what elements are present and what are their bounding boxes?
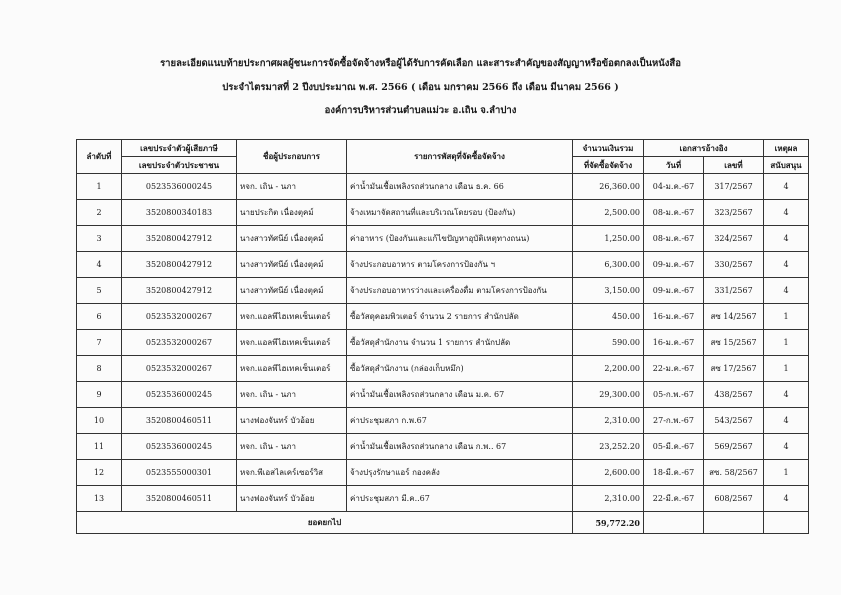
cell-taxid: 3520800427912 (122, 278, 237, 304)
cell-number: สซ 15/2567 (704, 330, 764, 356)
cell-amount: 6,300.00 (573, 252, 644, 278)
cell-amount: 1,250.00 (573, 226, 644, 252)
cell-date: 22-ม.ค.-67 (644, 356, 704, 382)
cell-seq: 1 (77, 174, 122, 200)
cell-taxid: 0523536000245 (122, 434, 237, 460)
cell-taxid: 3520800340183 (122, 200, 237, 226)
cell-number: 608/2567 (704, 486, 764, 512)
cell-date: 05-ก.พ.-67 (644, 382, 704, 408)
cell-vendor: หจก. เถิน - นภา (237, 174, 347, 200)
cell-amount: 2,600.00 (573, 460, 644, 486)
cell-number: สซ 14/2567 (704, 304, 764, 330)
total-row (77, 512, 809, 534)
cell-taxid: 0523532000267 (122, 330, 237, 356)
header-amount: จำนวนเงินรวม (573, 140, 644, 157)
cell-amount: 3,150.00 (573, 278, 644, 304)
cell-amount: 2,500.00 (573, 200, 644, 226)
header-item: รายการพัสดุที่จัดซื้อจัดจ้าง (347, 140, 573, 174)
cell-date: 09-ม.ค.-67 (644, 278, 704, 304)
table-row (77, 382, 809, 408)
cell-vendor: หจก. เถิน - นภา (237, 382, 347, 408)
cell-number: 324/2567 (704, 226, 764, 252)
cell-reason: 4 (764, 434, 809, 460)
cell-date: 05-มี.ค.-67 (644, 434, 704, 460)
total-empty-reason (764, 512, 809, 534)
total-empty-date (644, 512, 704, 534)
header-taxid: เลขประจำตัวผู้เสียภาษี (122, 140, 237, 157)
cell-taxid: 3520800427912 (122, 252, 237, 278)
cell-date: 22-มี.ค.-67 (644, 486, 704, 512)
header-reason-sub: สนับสนุน (764, 157, 809, 174)
table-row (77, 200, 809, 226)
cell-amount: 2,200.00 (573, 356, 644, 382)
cell-item: ค่าน้ำมันเชื้อเพลิงรถส่วนกลาง เดือน ก.พ.. 67 (347, 434, 573, 460)
cell-item: จ้างประกอบอาหารว่างและเครื่องดื่ม ตามโครงการป้องกัน (347, 278, 573, 304)
cell-reason: 4 (764, 486, 809, 512)
cell-vendor: นางฟองจันทร์ บัวอ้อย (237, 408, 347, 434)
cell-amount: 26,360.00 (573, 174, 644, 200)
header-citizen-id: เลขประจำตัวประชาชน (122, 157, 237, 174)
header-vendor: ชื่อผู้ประกอบการ (237, 140, 347, 174)
cell-reason: 1 (764, 460, 809, 486)
cell-seq: 5 (77, 278, 122, 304)
cell-vendor: หจก.แอลพีไฮเทคเซ็นเตอร์ (237, 356, 347, 382)
cell-seq: 4 (77, 252, 122, 278)
cell-vendor: นายประกิต เนื่องตุคม์ (237, 200, 347, 226)
cell-amount: 2,310.00 (573, 408, 644, 434)
cell-item: ค่าน้ำมันเชื้อเพลิงรถส่วนกลาง เดือน ธ.ค. 66 (347, 174, 573, 200)
cell-seq: 10 (77, 408, 122, 434)
cell-item: ค่าประชุมสภา มี.ค..67 (347, 486, 573, 512)
header-date: วันที่ (644, 157, 704, 174)
total-empty-number (704, 512, 764, 534)
cell-vendor: หจก. เถิน - นภา (237, 434, 347, 460)
table-row (77, 486, 809, 512)
cell-vendor: หจก.พีเอสไลเคร์เซอร์วิส (237, 460, 347, 486)
cell-seq: 12 (77, 460, 122, 486)
document-title-line-1: รายละเอียดแนบท้ายประกาศผลผู้ชนะการจัดซื้อจัดจ้างหรือผู้ได้รับการคัดเลือก และสาระสำคัญของสัญญาหรือข้อตกลงเป็นหนังสือ (160, 58, 681, 69)
cell-item: จ้างเหมาจัดสถานที่และบริเวณโดยรอบ (ป้องกัน) (347, 200, 573, 226)
cell-seq: 7 (77, 330, 122, 356)
cell-taxid: 3520800460511 (122, 408, 237, 434)
cell-taxid: 0523536000245 (122, 382, 237, 408)
cell-item: จ้างประกอบอาหาร ตามโครงการป้องกัน ฯ (347, 252, 573, 278)
cell-vendor: หจก.แอลพีไฮเทคเซ็นเตอร์ (237, 330, 347, 356)
cell-item: ซื้อวัสดุสำนักงาน จำนวน 1 รายการ สำนักปลัด (347, 330, 573, 356)
cell-number: 438/2567 (704, 382, 764, 408)
cell-date: 18-มี.ค.-67 (644, 460, 704, 486)
cell-taxid: 0523536000245 (122, 174, 237, 200)
cell-number: 330/2567 (704, 252, 764, 278)
cell-number: สซ. 58/2567 (704, 460, 764, 486)
cell-reason: 4 (764, 278, 809, 304)
cell-item: ซื้อวัสดุสำนักงาน (กล่องเก็บหมึก) (347, 356, 573, 382)
cell-taxid: 3520800460511 (122, 486, 237, 512)
table-row (77, 356, 809, 382)
cell-item: ซื้อวัสดุคอมพิวเตอร์ จำนวน 2 รายการ สำนักปลัด (347, 304, 573, 330)
cell-date: 16-ม.ค.-67 (644, 304, 704, 330)
table-row (77, 330, 809, 356)
cell-taxid: 0523555000301 (122, 460, 237, 486)
cell-reason: 4 (764, 408, 809, 434)
table-row (77, 226, 809, 252)
cell-vendor: หจก.แอลพีไฮเทคเซ็นเตอร์ (237, 304, 347, 330)
cell-reason: 4 (764, 200, 809, 226)
document-title-line-3: องค์การบริหารส่วนตำบลแม่วะ อ.เถิน จ.ลำปาง (324, 105, 517, 116)
cell-number: 317/2567 (704, 174, 764, 200)
cell-date: 04-ม.ค.-67 (644, 174, 704, 200)
cell-number: 323/2567 (704, 200, 764, 226)
cell-taxid: 0523532000267 (122, 304, 237, 330)
cell-reason: 4 (764, 226, 809, 252)
header-seq: ลำดับที่ (77, 140, 122, 174)
cell-amount: 29,300.00 (573, 382, 644, 408)
cell-vendor: นางฟองจันทร์ บัวอ้อย (237, 486, 347, 512)
cell-seq: 9 (77, 382, 122, 408)
cell-reason: 1 (764, 304, 809, 330)
cell-date: 27-ก.พ.-67 (644, 408, 704, 434)
cell-date: 16-ม.ค.-67 (644, 330, 704, 356)
document-title-line-2: ประจำไตรมาสที่ 2 ปีงบประมาณ พ.ศ. 2566 ( เดือน มกราคม 2566 ถึง เดือน มีนาคม 2566 ) (222, 82, 619, 93)
cell-seq: 6 (77, 304, 122, 330)
cell-amount: 23,252.20 (573, 434, 644, 460)
table-row (77, 278, 809, 304)
total-label: ยอดยกไป (77, 512, 573, 534)
cell-reason: 1 (764, 356, 809, 382)
cell-item: ค่าอาหาร (ป้องกันและแก้ไขปัญหาอุบัติเหตุทางถนน) (347, 226, 573, 252)
table-row (77, 304, 809, 330)
cell-seq: 13 (77, 486, 122, 512)
cell-amount: 590.00 (573, 330, 644, 356)
header-reason: เหตุผล (764, 140, 809, 157)
total-amount: 59,772.20 (573, 512, 644, 534)
cell-date: 08-ม.ค.-67 (644, 200, 704, 226)
cell-taxid: 0523532000267 (122, 356, 237, 382)
cell-seq: 2 (77, 200, 122, 226)
cell-amount: 450.00 (573, 304, 644, 330)
cell-number: 569/2567 (704, 434, 764, 460)
cell-item: ค่าน้ำมันเชื้อเพลิงรถส่วนกลาง เดือน ม.ค. 67 (347, 382, 573, 408)
table-row (77, 460, 809, 486)
header-number: เลขที่ (704, 157, 764, 174)
table-row (77, 434, 809, 460)
procurement-table (76, 139, 809, 534)
cell-reason: 1 (764, 330, 809, 356)
cell-item: ค่าประชุมสภา ก.พ.67 (347, 408, 573, 434)
cell-vendor: นางสาวทัศนีย์ เนื่องตุคม์ (237, 252, 347, 278)
cell-vendor: นางสาวทัศนีย์ เนื่องตุคม์ (237, 226, 347, 252)
table-row (77, 252, 809, 278)
cell-taxid: 3520800427912 (122, 226, 237, 252)
cell-reason: 4 (764, 252, 809, 278)
cell-seq: 8 (77, 356, 122, 382)
cell-date: 09-ม.ค.-67 (644, 252, 704, 278)
cell-seq: 3 (77, 226, 122, 252)
cell-number: สซ 17/2567 (704, 356, 764, 382)
table-row (77, 174, 809, 200)
cell-reason: 4 (764, 382, 809, 408)
cell-vendor: นางสาวทัศนีย์ เนื่องตุคม์ (237, 278, 347, 304)
header-amount-sub: ที่จัดซื้อจัดจ้าง (573, 157, 644, 174)
table-row (77, 408, 809, 434)
cell-number: 331/2567 (704, 278, 764, 304)
header-reference: เอกสารอ้างอิง (644, 140, 764, 157)
cell-date: 08-ม.ค.-67 (644, 226, 704, 252)
cell-amount: 2,310.00 (573, 486, 644, 512)
cell-number: 543/2567 (704, 408, 764, 434)
cell-item: จ้างปรุงรักษาแอร์ กองคลัง (347, 460, 573, 486)
cell-seq: 11 (77, 434, 122, 460)
cell-reason: 4 (764, 174, 809, 200)
